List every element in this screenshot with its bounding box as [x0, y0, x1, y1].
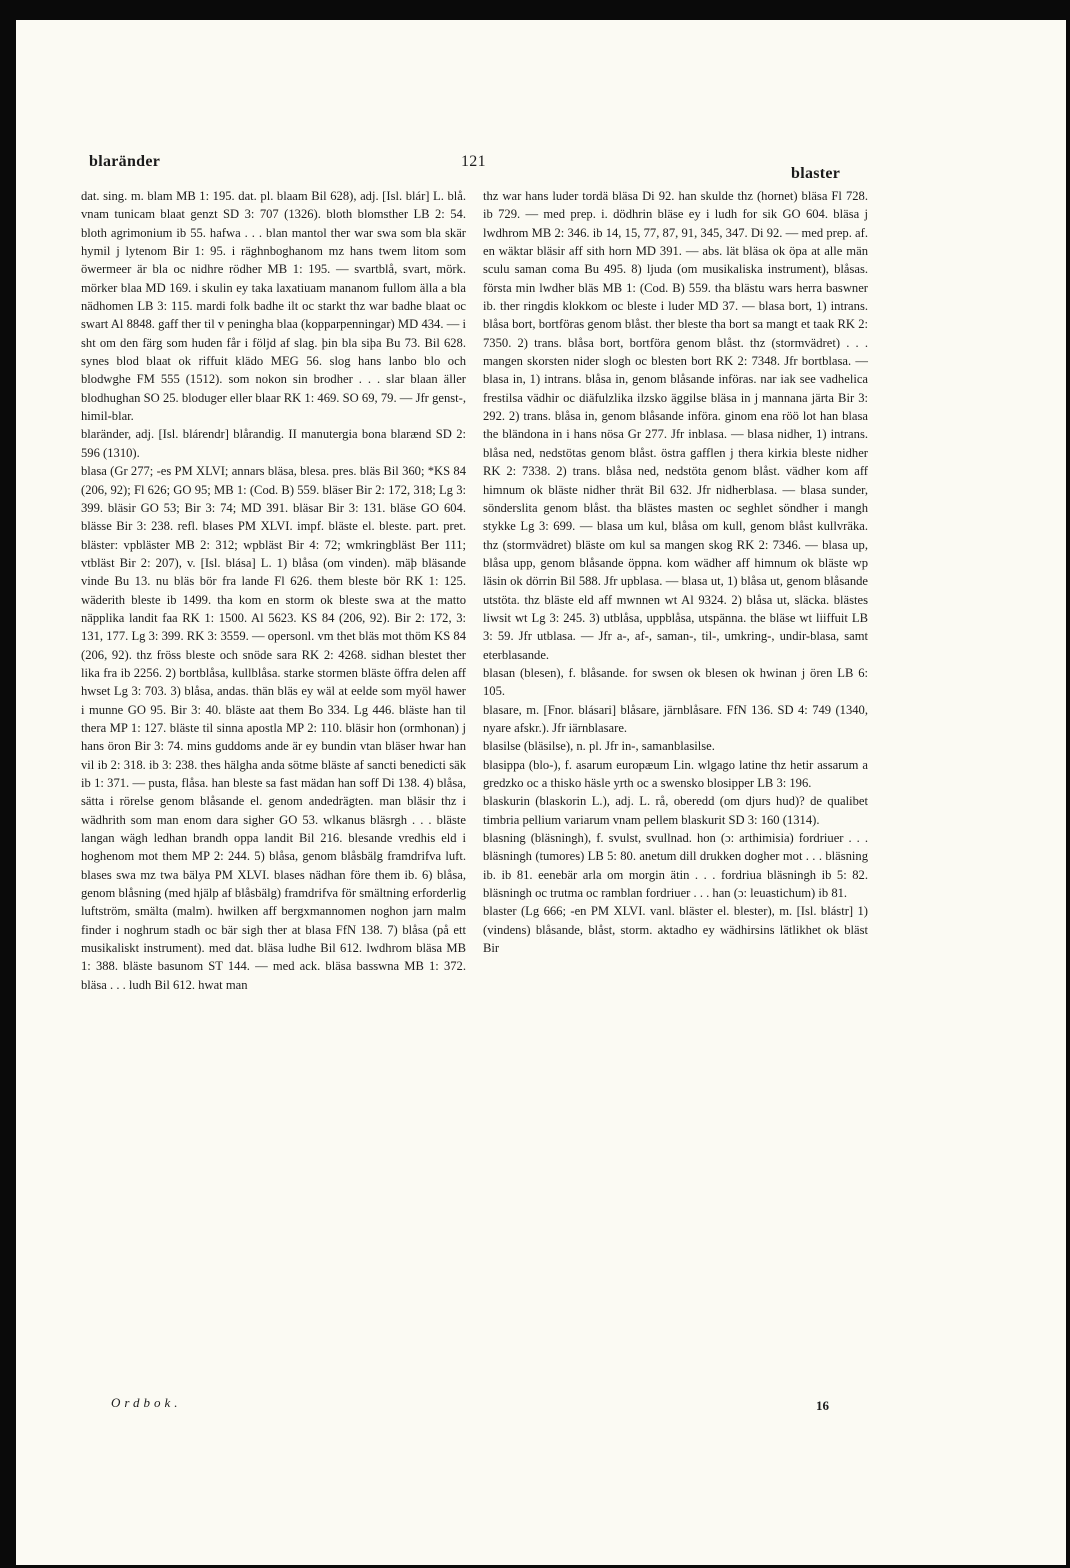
- left-column: [81, 187, 466, 994]
- footer-sheet-number: 16: [816, 1398, 829, 1413]
- footer-signature: Ordbok.: [111, 1395, 182, 1410]
- left-entry-blar-cont: dat. sing. m. blam MB 1: 195. dat. pl. blaam Bil 628), adj. [Isl. blár] L. blå. vnam tunicam blaat genzt SD 3: 707 (1326). bloth blomsther LB 2: 54. bloth agrimonium ib 55. hafwa . . . blan mantol ther war swa som bla skär hymil j lytenom Bir 1: 95. i räghnboghanom mz hans twem litom som öwermeer är bla oc nidhre rödher MB 1: 195. — svartblå, svart, mörk. mörker blaa MD 169. i skulin ey taka laxatiuam mananom fullom älla a bla nädhomen LB 3: 115. mardi folk badhe ilt oc starkt thz war badhe blaat oc swart Al 8848. gaff ther til v peningha blaa (kopparpenningar) MD 434. — i sht om den färg som huden får i följd af slag. þin bla siþa Bu 73. Bil 628. synes blod blaat ok riffuit klädo MEG 56. slog hans lanbo blo och blodwghe FM 555 (1512). som nokon sin brodher . . . slar blaan äller blodhughan SO 25. bloduger eller blaar RK 1: 469. SO 69, 79. — Jfr genst-, himil-blar.: [81, 189, 466, 424]
- dictionary-page: [16, 20, 1066, 1565]
- left-entry-blarander: blaränder, adj. [Isl. blárendr] blårandig. II manutergia bona blarænd SD 2: 596 (1310).: [81, 427, 466, 460]
- right-column: [483, 187, 868, 957]
- right-entry-blasippa: blasippa (blo-), f. asarum europæum Lin. wlgago latine thz hetir assarum a gredzko oc a thisko häsle yrth oc a swensko blosipper LB 3: 196.: [483, 757, 868, 790]
- right-entry-blaster: blaster (Lg 666; -en PM XLVI. vanl. bläster el. blester), m. [Isl. blástr] 1) (vindens) blåsande, blåst, storm. aktadho ey wädhirsins lätlikhet ok bläst Bir: [483, 904, 868, 956]
- page-number: 121: [461, 153, 486, 170]
- right-entry-blasa-cont: thz war hans luder tordä bläsa Di 92. han skulde thz (hornet) bläsa Fl 728. ib 729. — med prep. i. dödhrin bläse ey i ludh for sik GO 604. bläsa j lwdhrom MB 2: 346. ib 14, 15, 77, 87, 91, 345, 347. Di 92. — med prep. af. en wäktar bläsir aff sith horn MD 391. — abs. lät bläsa ok öpa at alle män sculu saman coma Bu 495. 8) ljuda (om musikaliska instrument), blåsas. första min lwdher bläs MB 1: (Cod. B) 559. tha blästu wars herra baswner ib. ther ringdis klokkom oc bleste i luder MD 37. — blasa bort, 1) intrans. blåsa bort, bortföras genom blåst. ther bleste tha bort sa mangt et taak RK 2: 7350. 2) trans. blåsa bort, bortföra genom blåst. thz (stormvädret) . . . mangen skorsten nider slogh oc blesten bort RK 2: 7348. Jfr bortblasa. — blasa in, 1) intrans. blåsa in, genom blåsande införas. nar iak see vadhelica frestilsa vädhir oc diäfulzlika ilzsko äggilse bläsa in j mannana järta Bir 3: 292. 2) trans. blåsa in, genom blåsande införa. ginom ena röö lot han blasa the bländona in i hans nösa Gr 277. Jfr inblasa. — blasa nidher, 1) intrans. blåsa ned, nedstötas genom blåst. östra gafflen j thera kirkia bleste nidher RK 2: 7338. 2) trans. blåsa ned, nedstöta genom blåst. vädher kom aff himnum ok bläste nidher thrät Bil 632. Jfr nidherblasa. — blasa sunder, sönderslita genom blåst. tha blästes masten oc seghlet söndher i mangh stykke Lg 3: 699. — blasa um kul, blåsa om kull, genom blåst kullvräka. thz (stormvädret) bläste om kul sa mangen skog RK 2: 7346. — blasa up, blåsa upp, genom blåsande öppna. kom wädher aff himnum ok bläste wp läsin ok dörrin Bil 588. Jfr upblasa. — blasa ut, 1) blåsa ut, genom blåsande utstöta. thz bläste eld aff mwnnen wt Al 9324. 2) blåsa ut, släcka. blästes liwsit wt Lg 3: 245. 3) utblåsa, uppblåsa, utspänna. the bläse wt liiffuit LB 3: 59. Jfr utblasa. — Jfr a-, af-, saman-, til-, umkring-, undir-blasa, samt eterblasande.: [483, 189, 868, 662]
- running-head-left: blaränder: [89, 153, 161, 170]
- right-entry-blasan: blasan (blesen), f. blåsande. for swsen ok blesen ok hwinan j ören LB 6: 105.: [483, 665, 868, 699]
- right-entry-blasning: blasning (bläsningh), f. svulst, svullnad. hon (ɔ: arthimisia) fordriuer . . . bläsningh (tumores) LB 5: 80. anetum dill drukken dogher mot . . . bläsning ib. ib 81. eenebär arla om morgin ätin . . . fordriua bläsningh ib 5: 82. bläsningh oc trutma oc ramblan fordriuer . . . han (ɔ: leuastichum) ib 81.: [483, 831, 868, 901]
- left-entry-blasa: blasa (Gr 277; -es PM XLVI; annars bläsa, blesa. pres. bläs Bil 360; *KS 84 (206, 92); Fl 626; GO 95; MB 1: (Cod. B) 559. bläser Bir 2: 172, 318; Lg 3: 399. bläsir GO 53; Bir 3: 74; MD 391. bläsar Bir 3: 131. bläse GO 604. blässe Bir 3: 238. refl. blases PM XLVI. impf. bläste el. bleste. part. pret. bläster: vpbläster MB 2: 312; wpbläst Bir 4: 72; wmkringbläst Ber 111; vtbläst Bir 2: 207), v. [Isl. blása] L. 1) blåsa (om vinden). mäþ bläsande vinde Bu 13. nu bläs bör fra lande Fl 626. them bleste bör RK 1: 125. wäderith bleste ib 1499. tha kom en storm ok bleste swa at the matto näpplika landit faa RK 1: 1500. Al 5623. KS 84 (206, 92). Bir 2: 172, 3: 131, 177. Lg 3: 399. RK 3: 3559. — opersonl. vm thet bläs mot thöm KS 84 (206, 92). thz fröss bleste och snöde sara RK 2: 4268. sidhan blestet ther lika fra ib 2256. 2) bortblåsa, kullblåsa. starke stormen bläste öffra delen aff hwset Lg 3: 703. 3) blåsa, andas. thän bläs ey wäl at eelde som myöl hawer i munne GO 95. Bir 3: 40. bläste aat them Bo 334. Lg 446. bläste han til thera MP 1: 127. bläste til sinna apostla MP 2: 110. bläsir hon (ormhonan) j hans öron Bir 3: 74. mins guddoms ande är ey bundin vtan bläser hwar han vil ib 2: 318. ib 3: 238. thes hälgha anda sötme bläste af sancti benedicti säk ib 1: 371. — pusta, flåsa. han bleste sa fast mädan han soff Di 138. 4) blåsa, sätta i rörelse genom blåsande el. genom andedrägten. man bläsir thz i wädhrith som man enom dara sigher GO 53. wlkanus bläsrgh . . . bläste langan wägh ledhan brandh oppa landit Bil 216. blesande vredhis eld i hoghenom mot them MP 2: 244. 5) blåsa, genom blåsbälg framdrifva luft. blases swa mz twa bälya PM XLVI. blases nädhan före them ib. 6) blåsa, genom blåsning (med hjälp af blåsbälg) framdrifva för smältning erforderlig luftström, smälta (malm). hwilken aff bergxmannomen noghon jarn malm finder i noghrum stadh oc bär sigh ther at blasa FfN 138. 7) blåsa (på ett musikaliskt instrument). med dat. bläsa ludhe Bil 612. lwdhrom bläsa MB 1: 388. bläste basunom ST 144. — med ack. bläsa basswna MB 1: 372. bläsa . . . ludh Bil 612. hwat man: [81, 464, 466, 992]
- running-head-right: blaster: [791, 165, 841, 182]
- right-entry-blasare: blasare, m. [Fnor. blásari] blåsare, järnblåsare. FfN 136. SD 4: 749 (1340, nyare afskr.). Jfr iärnblasare.: [483, 702, 868, 735]
- right-entry-blaskurin: blaskurin (blaskorin L.), adj. L. rå, oberedd (om djurs hud)? de qualibet timbria pellium variarum vnam pellem blaskurit SD 3: 160 (1314).: [483, 794, 868, 827]
- right-entry-blasilse: blasilse (bläsilse), n. pl. Jfr in-, samanblasilse.: [483, 739, 715, 754]
